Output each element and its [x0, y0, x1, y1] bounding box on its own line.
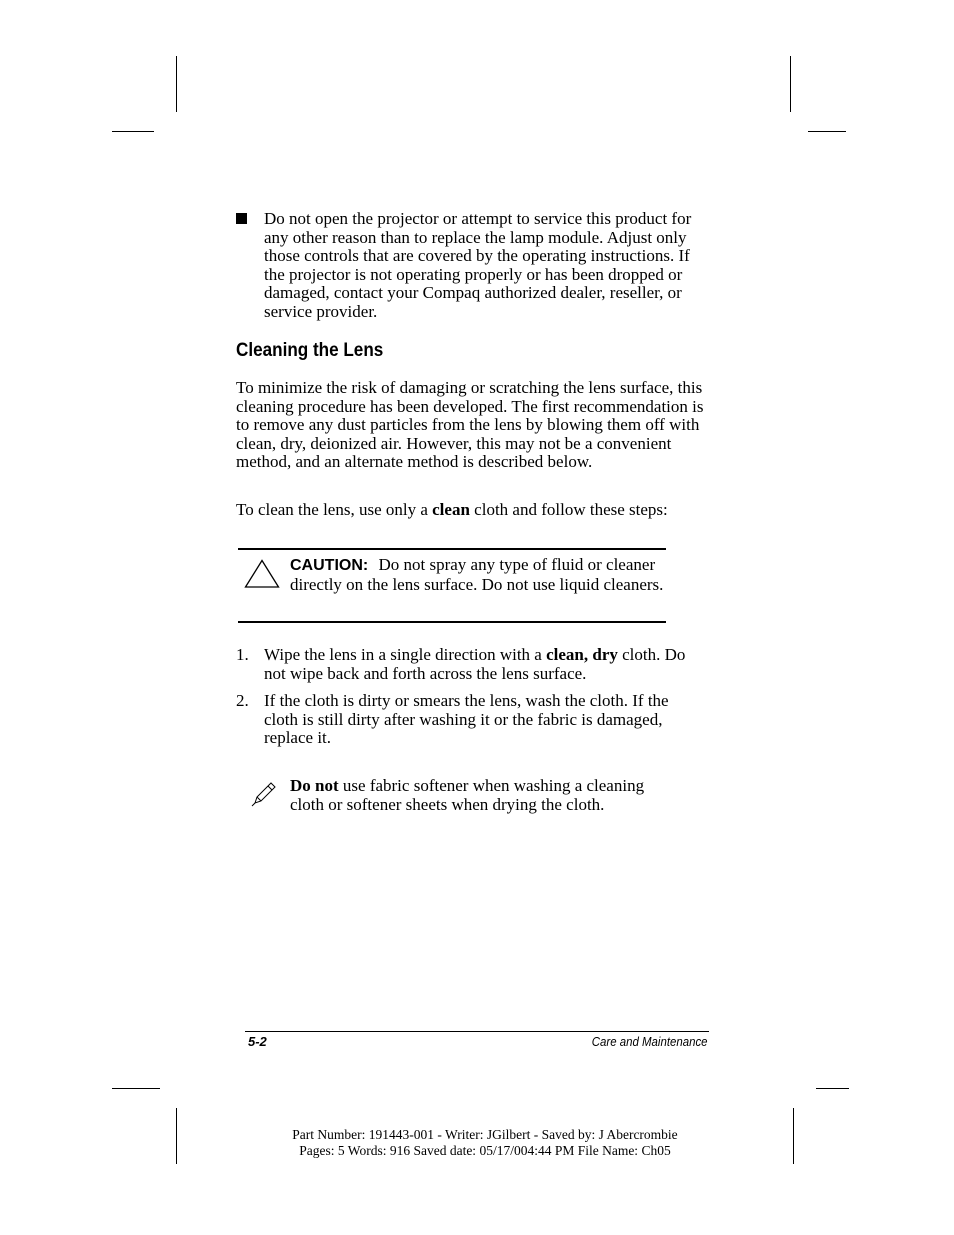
crop-mark — [816, 1088, 849, 1089]
intro-paragraph: To minimize the risk of damaging or scratching the lens surface, this cleaning procedure has been developed. The first recommendation is to remove any dust particles from the lens by blowing them off with clean, dry, deionized air. However, this may not be a convenient method, and an alternate method is described below. — [236, 378, 704, 472]
chapter-title: Care and Maintenance — [592, 1034, 708, 1049]
note-emphasis: Do not — [290, 776, 339, 795]
crop-mark — [793, 1108, 794, 1164]
bullet-text: Do not open the projector or attempt to service this product for any other reason than to replace the lamp module. Adjust only those controls that are covered by the operating instructions. If the projector is not operating properly or has been dropped or damaged, contact your Compaq authorized dealer, reseller, or service provider. — [264, 209, 692, 321]
instruction-text: To clean the lens, use only a — [236, 500, 433, 519]
warning-triangle-icon — [244, 559, 280, 589]
crop-mark — [808, 131, 846, 132]
crop-mark — [176, 1108, 177, 1164]
metadata-line: Pages: 5 Words: 916 Saved date: 05/17/004:44 PM File Name: Ch05 — [299, 1143, 671, 1158]
crop-mark — [176, 56, 177, 112]
step-text: If the cloth is dirty or smears the lens, wash the cloth. If the cloth is still dirty after washing it or the fabric is damaged, replace it. — [264, 691, 669, 748]
page-number: 5-2 — [248, 1034, 267, 1049]
square-bullet-icon — [236, 213, 247, 224]
crop-mark — [112, 1088, 160, 1089]
instruction-emphasis: clean — [432, 500, 470, 519]
step-number: 2. — [236, 691, 249, 710]
caution-body: Do not spray any type of fluid or cleaner directly on the lens surface. Do not use liquid cleaners. — [290, 555, 664, 594]
instruction-text: cloth and follow these steps: — [469, 500, 668, 519]
note-body: use fabric softener when washing a cleaning cloth or softener sheets when drying the cloth. — [290, 776, 645, 814]
pencil-icon — [250, 781, 276, 807]
step-text — [264, 646, 704, 683]
caution-label: CAUTION: — [290, 557, 369, 574]
step-emphasis: clean, dry — [546, 645, 618, 664]
crop-mark — [112, 131, 154, 132]
note-text — [290, 777, 670, 814]
step-text-part: Wipe the lens in a single direction with a — [264, 645, 547, 664]
section-heading: Cleaning the Lens — [236, 340, 384, 361]
crop-mark — [790, 56, 791, 112]
footer-rule — [245, 1031, 709, 1032]
document-metadata — [245, 1127, 725, 1159]
instruction-line — [236, 501, 706, 520]
step-text-part: cloth. Do not wipe back and forth across the lens surface. — [264, 645, 686, 683]
caution-text — [290, 556, 668, 594]
metadata-line: Part Number: 191443-001 - Writer: JGilbert - Saved by: J Abercrombie — [292, 1127, 678, 1142]
caution-box — [238, 548, 666, 623]
step-number: 1. — [236, 645, 249, 664]
